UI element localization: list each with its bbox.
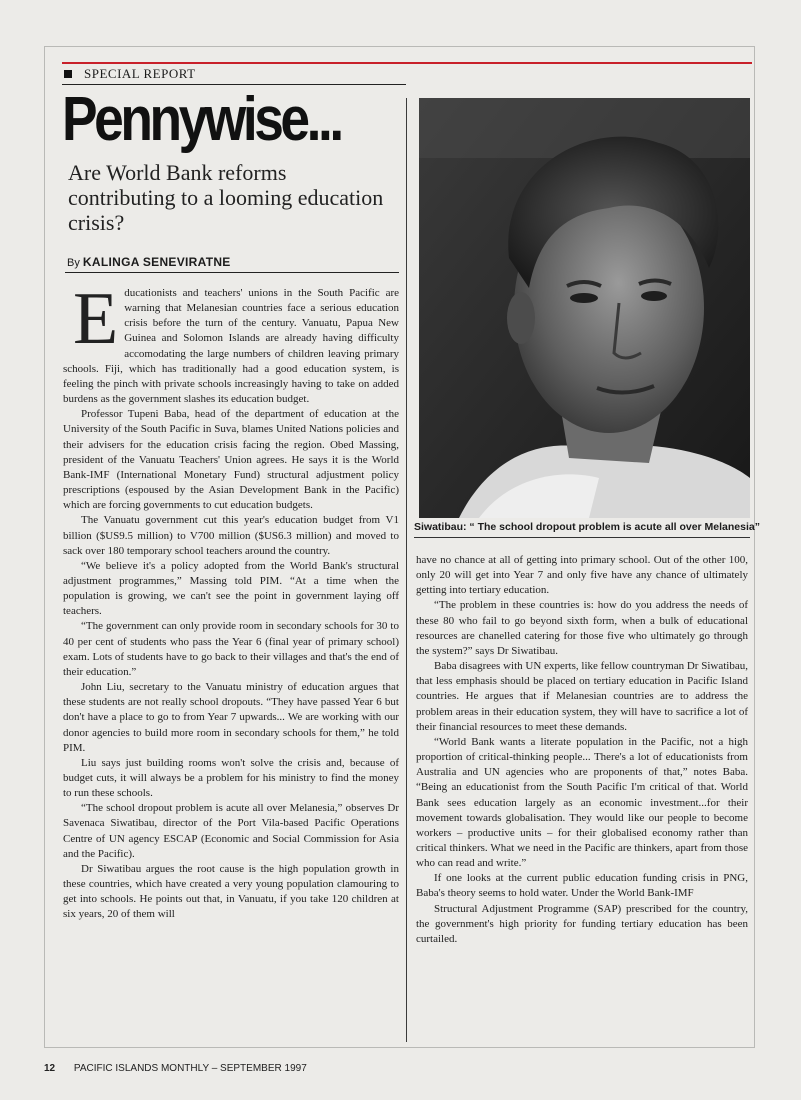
paragraph-text: ducationists and teachers' unions in the South Pacific are warning that Melanesian countries face a serious education crisis before the turn of the century. Vanuatu, Papua New Guinea and Solomon Islands are already having difficulty accomodating the large numbers of children leaving primary schools. Fiji, which has traditionally had a good education system, is feeling the pinch with private schools increasingly having to take on added burdens as the government slashes its education budget. [63, 287, 399, 406]
byline-rule [65, 272, 399, 273]
portrait-image [419, 98, 750, 518]
article-paragraph: Structural Adjustment Programme (SAP) prescribed for the country, the government's high priority for funding tertiary education has been curtailed. [416, 902, 748, 945]
section-text: SPECIAL REPORT [84, 66, 196, 81]
article-paragraph: John Liu, secretary to the Vanuatu ministry of education argues that these students are not really school dropouts. “They have passed Year 6 but don't have a place to go to from Year 7 upwards... We are working with our donor agencies to build more room in secondary schools for them,” he told PIM. [63, 681, 399, 754]
column-divider [406, 98, 407, 1042]
portrait-photo [419, 98, 750, 518]
article-paragraph: Liu says just building rooms won't solve the crisis and, because of budget cuts, it will always be a problem for his ministry to find the money to run these schools. [63, 756, 399, 800]
article-paragraph: “The government can only provide room in secondary schools for 30 to 40 per cent of students who pass the Year 6 (final year of primary school) exam. Lots of students have to go back to their villages and that's the end of their education.” [63, 620, 399, 678]
article-paragraph: The Vanuatu government cut this year's education budget from V1 billion ($US9.5 million) to V700 million ($US6.3 million) and moved to sack over 180 temporary school teachers around the country. [63, 514, 399, 557]
article-column-right [416, 553, 748, 947]
deck-subtitle: Are World Bank reforms contributing to a looming education crisis? [68, 160, 384, 235]
article-paragraph: Baba disagrees with UN experts, like fellow countryman Dr Siwatibau, that less emphasis should be placed on tertiary education in Pacific Island countries. He argues that if Melanesian countries are to address the problem areas in their education system, they will have to sacrifice a lot of their financial resources to meet these demands. [416, 660, 748, 733]
byline-prefix: By [67, 257, 80, 269]
drop-cap: E [73, 278, 119, 360]
article-paragraph: “We believe it's a policy adopted from the World Bank's structural adjustment programmes,” Massing told PIM. “At a time when the population is growing, we can't see the point in government laying off teachers. [63, 559, 399, 618]
photo-caption: Siwatibau: “ The school dropout problem is acute all over Melanesia” [414, 521, 760, 533]
red-top-rule [62, 62, 752, 64]
article-paragraph: “The school dropout problem is acute all over Melanesia,” observes Dr Savenaca Siwatibau, director of the Port Vila-based Pacific Operations Centre of UN agency ESCAP (Economic and Social Commission for Asia and the Pacific). [63, 802, 399, 860]
page-footer [44, 1063, 444, 1074]
article-paragraph: If one looks at the current public education funding crisis in PNG, Baba's theory seems to hold water. Under the World Bank-IMF [416, 872, 748, 900]
caption-rule [414, 537, 750, 538]
page-number: 12 [44, 1063, 56, 1074]
square-bullet-icon [64, 70, 72, 78]
headline: Pennywise... [62, 85, 341, 154]
article-paragraph: Professor Tupeni Baba, head of the department of education at the University of the South Pacific in Suva, blames United Nations policies and their advisers for the education crisis facing the region. Obed Massing, president of the Vanuatu Teachers' Union agrees. He says it is the World Bank-IMF (International Monetary Fund) structural adjustment policy prescriptions (espoused by the Asian Development Bank in the Pacific) which are forcing governments to cut education budgets. [63, 408, 399, 512]
byline [67, 255, 397, 269]
article-paragraph [63, 278, 399, 407]
article-paragraph: have no chance at all of getting into primary school. Out of the other 100, only 20 will get into Year 7 and only five have any chance of ultimately getting into tertiary education. [416, 554, 748, 597]
publication-info: PACIFIC ISLANDS MONTHLY – SEPTEMBER 1997 [73, 1063, 307, 1074]
byline-author: KALINGA SENEVIRATNE [82, 255, 231, 269]
article-paragraph: “World Bank wants a literate population in the Pacific, not a high proportion of critical-thinking people... There's a lot of educationists from Australia and UN agencies who are proponents of that,” notes Baba. “Being an educationist from the South Pacific I'm critical of that. World Bank sees education largely as an economic investment...for their movement towards globalisation. They would like our people to become workers – productive units – for their globalised economy rather than critical thinkers. What we need in the Pacific are thinkers, apart from those who can read and write.” [416, 735, 748, 870]
article-paragraph: Dr Siwatibau argues the root cause is the high population growth in these countries, which have created a very young population clamouring to get into schools. He points out that, in Vanuatu, if you take 120 children at six years, 20 of them will [63, 862, 399, 921]
article-column-left [63, 278, 399, 923]
article-paragraph: “The problem in these countries is: how do you address the needs of these 80 who fail to go beyond sixth form, when a bulk of educational resources are chanelled catering for those five who ultimately go through the system?” says Dr Siwatibau. [416, 599, 748, 657]
